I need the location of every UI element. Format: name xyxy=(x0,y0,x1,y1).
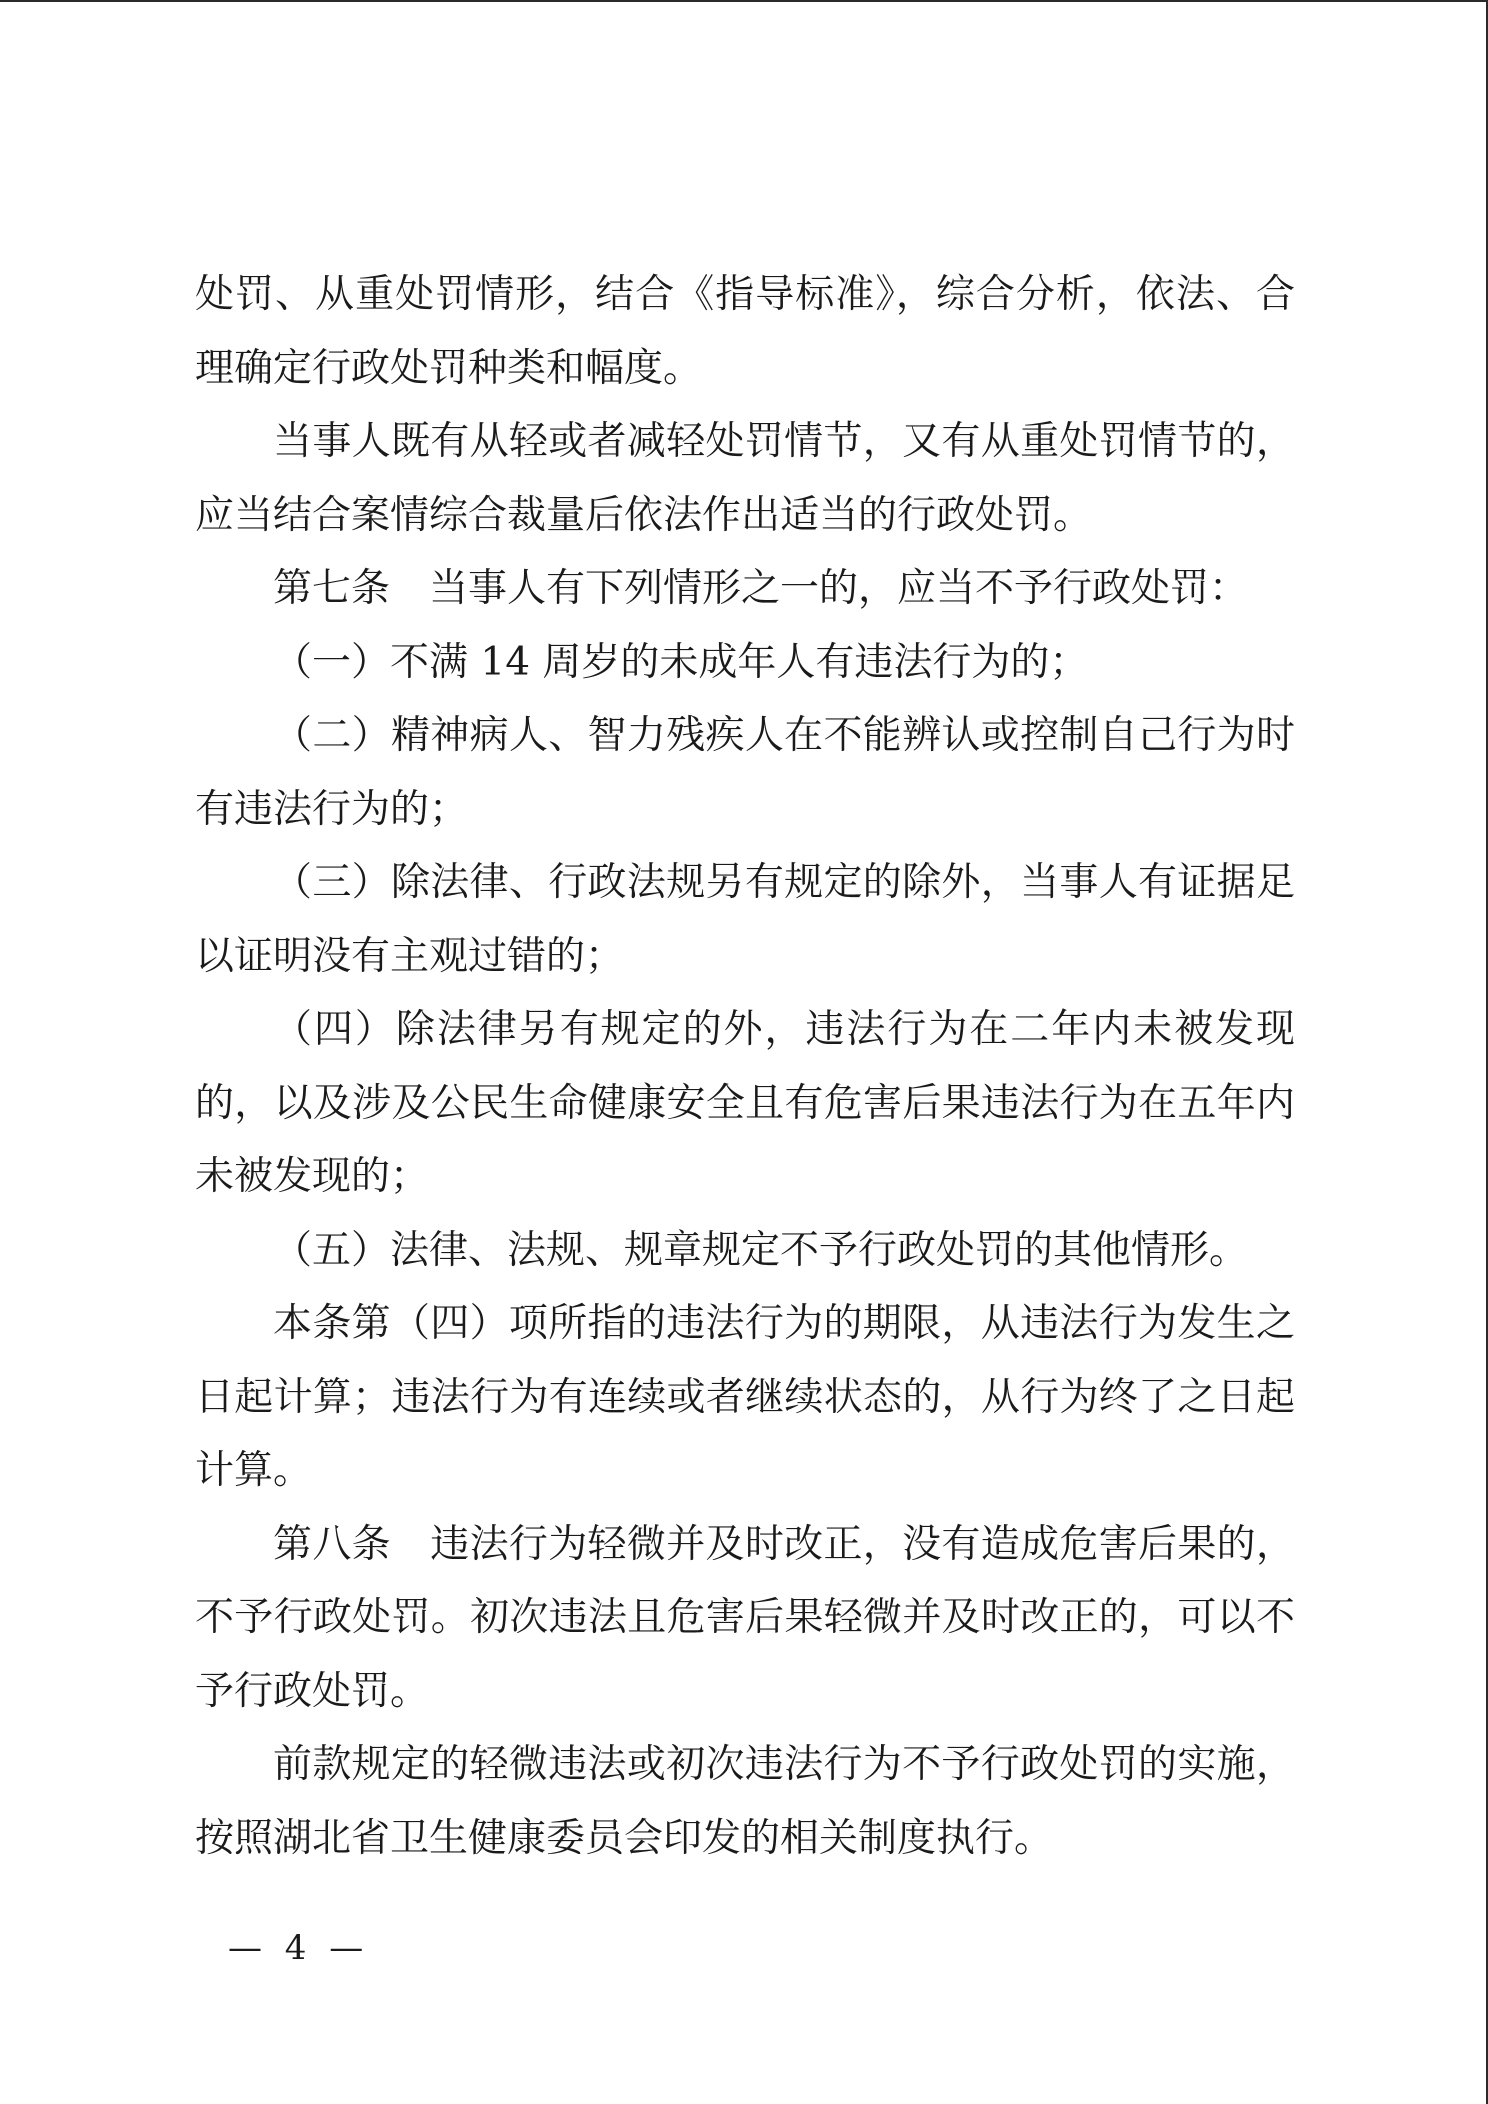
article-8-implementation: 前款规定的轻微违法或初次违法行为不予行政处罚的实施，按照湖北省卫生健康委员会印发的相关制度执行。 xyxy=(195,1742,1295,1861)
article-7-item-4: （四）除法律另有规定的外，违法行为在二年内未被发现的，以及涉及公民生命健康安全且有危害后果违法行为在五年内未被发现的； xyxy=(195,1007,1295,1199)
article-7-heading: 第七条 当事人有下列情形之一的，应当不予行政处罚： xyxy=(273,566,1249,611)
page-top-border xyxy=(0,0,1488,2)
paragraph-continuation: 处罚、从重处罚情形，结合《指导标准》，综合分析，依法、合理确定行政处罚种类和幅度。 xyxy=(195,272,1295,391)
document-body xyxy=(195,258,1295,1875)
paragraph-mixed-circumstances: 当事人既有从轻或者减轻处罚情节，又有从重处罚情节的，应当结合案情综合裁量后依法作出适当的行政处罚。 xyxy=(195,419,1295,538)
article-7-time-limit: 本条第（四）项所指的违法行为的期限，从违法行为发生之日起计算；违法行为有连续或者继续状态的，从行为终了之日起计算。 xyxy=(195,1301,1295,1493)
article-7-item-3: （三）除法律、行政法规另有规定的除外，当事人有证据足以证明没有主观过错的； xyxy=(195,860,1295,979)
article-8: 第八条 违法行为轻微并及时改正，没有造成危害后果的，不予行政处罚。初次违法且危害后果轻微并及时改正的，可以不予行政处罚。 xyxy=(195,1521,1295,1714)
page-number: — 4 — xyxy=(228,1928,370,1968)
article-7-item-5: （五）法律、法规、规章规定不予行政处罚的其他情形。 xyxy=(273,1227,1249,1273)
article-7-item-2: （二）精神病人、智力残疾人在不能辨认或控制自己行为时有违法行为的； xyxy=(195,713,1295,832)
article-7-item-1: （一）不满 14 周岁的未成年人有违法行为的； xyxy=(273,639,1089,685)
